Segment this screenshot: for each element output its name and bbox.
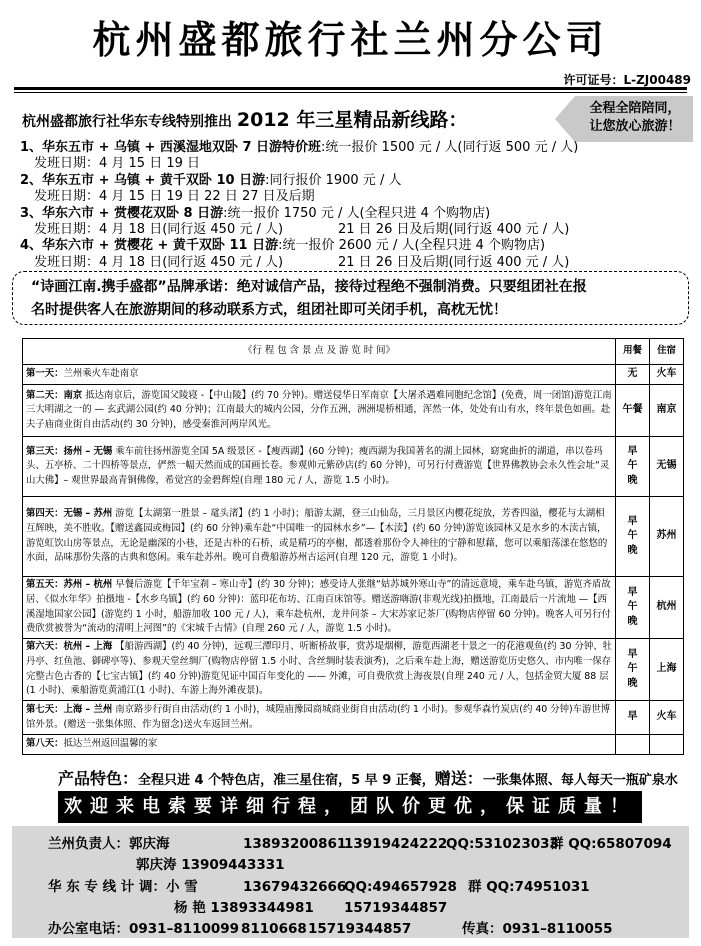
day-stay: 火车 [650,701,684,735]
route-4-title: 4、华东六市 + 赏樱花 + 黄千双卧 11 日游:统一报价 2600 元 / 人(全程只进 4 个购物店) [20,238,546,254]
promise-line-1: “诗画江南.携手盛都”品牌承诺：绝对诚信产品，接待过程绝不强制消费。只要组团社在报 [31,279,587,295]
company-title: 杭州盛都旅行社兰州分公司 [92,18,609,62]
day-stay: 火车 [650,365,684,385]
route-2-dates: 发班日期：4 月 15 日 19 日 22 日 27 日及后期 [34,189,315,205]
huadong-phone-2: 15719344857 [344,900,448,916]
huadong-qun: 群 QQ:74951031 [468,879,590,895]
intro-line [22,108,467,134]
route-1-title: 1、华东五市 + 乌镇 + 西溪湿地双卧 7 日游特价班:统一报价 1500 元 / 人(同行返 500 元 / 人) [20,140,579,155]
promo-banner [555,96,693,142]
fax-number: 传真：0931–8110055 [462,921,613,937]
huadong-qq: QQ:494657928 [344,879,457,895]
route-3-title: 3、华东六市 + 赏樱花双卧 8 日游:统一报价 1750 元 / 人(全程只进 4 个购物店) [20,205,491,221]
slogan-text: 欢迎来电索要详细行程，团队价更优，保证质量！ [64,796,636,817]
route-2-title: 2、华东五市 + 乌镇 + 黄千双卧 10 日游:同行报价 1900 元 / 人 [20,172,402,188]
brand-promise-box [12,271,689,325]
slogan-bar [58,791,642,823]
lanzhou-label: 兰州负责人：郭庆海 [48,836,170,852]
table-row [23,577,684,639]
itinerary-header-stay: 住宿 [650,339,684,365]
day-meal [616,735,650,755]
day-meal: 早 午 晚 [616,497,650,577]
table-row [23,639,684,701]
day-desc: 第五天：苏州 – 杭州 早餐后游览【千年宝刹 – 寒山寺】(约 30 分钟)；感受诗人张继“姑苏城外寒山寺”的清远意境，乘车赴乌镇，游览齐盾故居、《似水年华》拍摄地 -【水乡乌镇】(约 60 分钟)：蓝印花布坊、江南百床馆等。赠送游嗨游(非观光线)拍摄地，江南最后一片流地 —【西溪湿地国家公园】(游览约 1 小时，船游加收 100 元 / 人)，乘车赴杭州，龙井问茶 – 大宋苏家记茶厂(购物店停留 60 分钟)。晚客人可另行付费欣赏被誉为“流动的清明上河图”的《宋城千古情》(自理 260 元 / 人，游览 1.5 小时)。 [23,577,616,639]
day-stay: 苏州 [650,497,684,577]
day-meal: 无 [616,365,650,385]
lanzhou-name-2: 郭庆涛 13909443331 [136,857,285,873]
lanzhou-phone-2: 13919424222 [344,836,448,852]
features-label: 产品特色： [58,769,139,788]
header-divider-thick [14,87,687,90]
office-phone-2: 8110668 [241,921,307,937]
product-features [58,769,678,791]
day-desc: 第一天：兰州乘火车赴南京 [23,365,616,385]
table-row [23,497,684,577]
day-desc: 第六天：杭州 – 上海 【船游西湖】(约 40 分钟)，远观三潭印月、听断桥故事，赏苏堤烟柳，游览西湖老十景之一的花港观鱼(约 30 分钟、牡丹亭、红鱼池、御碑亭等)、参观天堂丝绸厂(购物店停留 1.5 小时、含丝绸时装表演秀)，之后乘车赴上海，赠送游览历史悠久、市内唯一保存完整古色古香的【七宝古镇】(约 40 分钟)游览见证中国百年变化的 —— 外滩，可自费欣赏上海夜景(自理 240 元 / 人，包括金贸大厦 88 层(1 小时)、乘船游览黄浦江(1 小时)、车游上海外滩夜景)。 [23,639,616,701]
day-desc: 第八天：抵达兰州返回温馨的家 [23,735,616,755]
day-meal: 午餐 [616,385,650,437]
day-stay: 无锡 [650,437,684,497]
route-1-dates: 发班日期：4 月 15 日 19 日 [34,156,201,172]
itinerary-table [22,338,684,755]
gift-label: 赠送： [434,769,483,788]
table-row [23,735,684,755]
office-phone-1: 办公室电话：0931–8110099 [48,921,240,937]
intro-prefix: 杭州盛都旅行社华东专线特别推出 [22,114,237,130]
day-meal: 早 午 晚 [616,437,650,497]
day-stay [650,735,684,755]
day-stay: 南京 [650,385,684,437]
lanzhou-qq: QQ:531023033 [446,836,559,852]
itinerary-header-meal: 用餐 [616,339,650,365]
huadong-label: 华 东 专 线 计 调：小 雪 [48,879,198,895]
day-stay: 杭州 [650,577,684,639]
huadong-name-2: 杨 艳 13893344981 [174,900,314,916]
banner-line-2: 让您放心旅游！ [589,119,681,134]
license-number: 许可证号：L-ZJ00489 [563,73,691,87]
office-phone-3: 15719344857 [308,921,412,937]
day-desc: 第七天：上海 – 兰州 南京路步行街自由活动(约 1 小时)，城隍庙豫园商城商业街自由活动(约 1 小时)。参观华森竹炭店(约 40 分钟)车游世博馆外景。(赠送一张集体照、作为留念)送火车返回兰州。 [23,701,616,735]
day-meal: 早 午 晚 [616,577,650,639]
table-row [23,385,684,437]
features-text: 全程只进 4 个特色店，准三星住宿，5 早 9 正餐， [138,773,435,788]
day-stay: 上海 [650,639,684,701]
lanzhou-phone-1: 13893200861 [243,836,347,852]
table-row [23,365,684,385]
route-list [20,140,690,271]
itinerary-header-desc: 《行 程 包 含 景 点 及 游 览 时 间》 [23,339,616,365]
header-divider-thin [14,92,687,93]
route-3-dates: 发班日期：4 月 18 日(同行返 450 元 / 人) 21 日 26 日及后期(同行返 400 元 / 人) [34,221,570,237]
lanzhou-qun: 群 QQ:65807094 [550,836,672,852]
banner-line-1: 全程全陪陪同， [589,101,681,116]
table-row [23,701,684,735]
huadong-phone: 13679432666 [243,879,347,895]
table-row [23,437,684,497]
route-4-dates: 发班日期：4 月 18 日(同行返 450 元 / 人) 21 日 26 日及后期(同行返 400 元 / 人) [34,254,570,270]
itinerary-header-row [23,339,684,365]
gift-text: 一张集体照、每人每天一瓶矿泉水 [482,773,678,788]
day-meal: 早 午 晚 [616,639,650,701]
day-desc: 第三天：扬州 – 无锡 乘车前往扬州游览全国 5A 级景区 -【瘦西湖】(60 分钟)；瘦西湖为我国著名的湖上园林，窈窕曲折的湖道，串以卷玛头、五亭桥、二十四桥等景点，俨然一幅天然而成的国画长卷。参观帅元紫砂店(约 60 分钟)，可另行付费游览【世界佛教协会永久性会址“灵山大佛】– 观世界最高青铜佛像，希觉宫的金碧辉煌(自理 180 元 / 人，游览 1.5 小时)。 [23,437,616,497]
day-desc: 第二天：南京 抵达南京后，游览国父陵寝 -【中山陵】(约 70 分钟)。赠送侵华日军南京【大屠杀遇难同胞纪念馆】(免费，周一闭馆)游览江南三大明湖之一的 — 玄武湖公园(约 40 分钟)；江南最大的城内公园，分作五洲，洲洲堤桥相通，浑然一体，处处有山有水，终年景色如画。赴夫子庙商业街自由活动(约 30 分钟)，感受秦淮河两岸风光。 [23,385,616,437]
day-desc: 第四天：无锡 – 苏州 游览【太湖第一胜景 – 鼋头渚】(约 1 小时)；船游太湖，登三山仙岛，三月景区内樱花绽放，芳香四溢，樱花与太湖相互辉映，美不胜收。【赠送鑫园或梅园】(约 60 分钟)乘车赴“中国唯一的园林水乡”—【木渎】(约 60 分钟)游览该园林又是水乡的木渎古镇，游览虹饮山房等景点，无论是幽深的小巷，还是古朴的石桥，或是精巧的亭榭，都透着那份令人神往的宁静和慰藉，您可以乘船荡漾在悠悠的水面，品味那份失落的古典和悠闲。乘车赴苏州。晚可自费船游苏州古运河(自理 120 元，游览 1 小时)。 [23,497,616,577]
day-meal: 早 [616,701,650,735]
intro-highlight: 2012 年三星精品新线路： [236,109,468,131]
banner-text [579,100,691,136]
promise-line-2: 名时提供客人在旅游期间的移动联系方式，组团社即可关闭手机，高枕无忧！ [31,302,507,318]
